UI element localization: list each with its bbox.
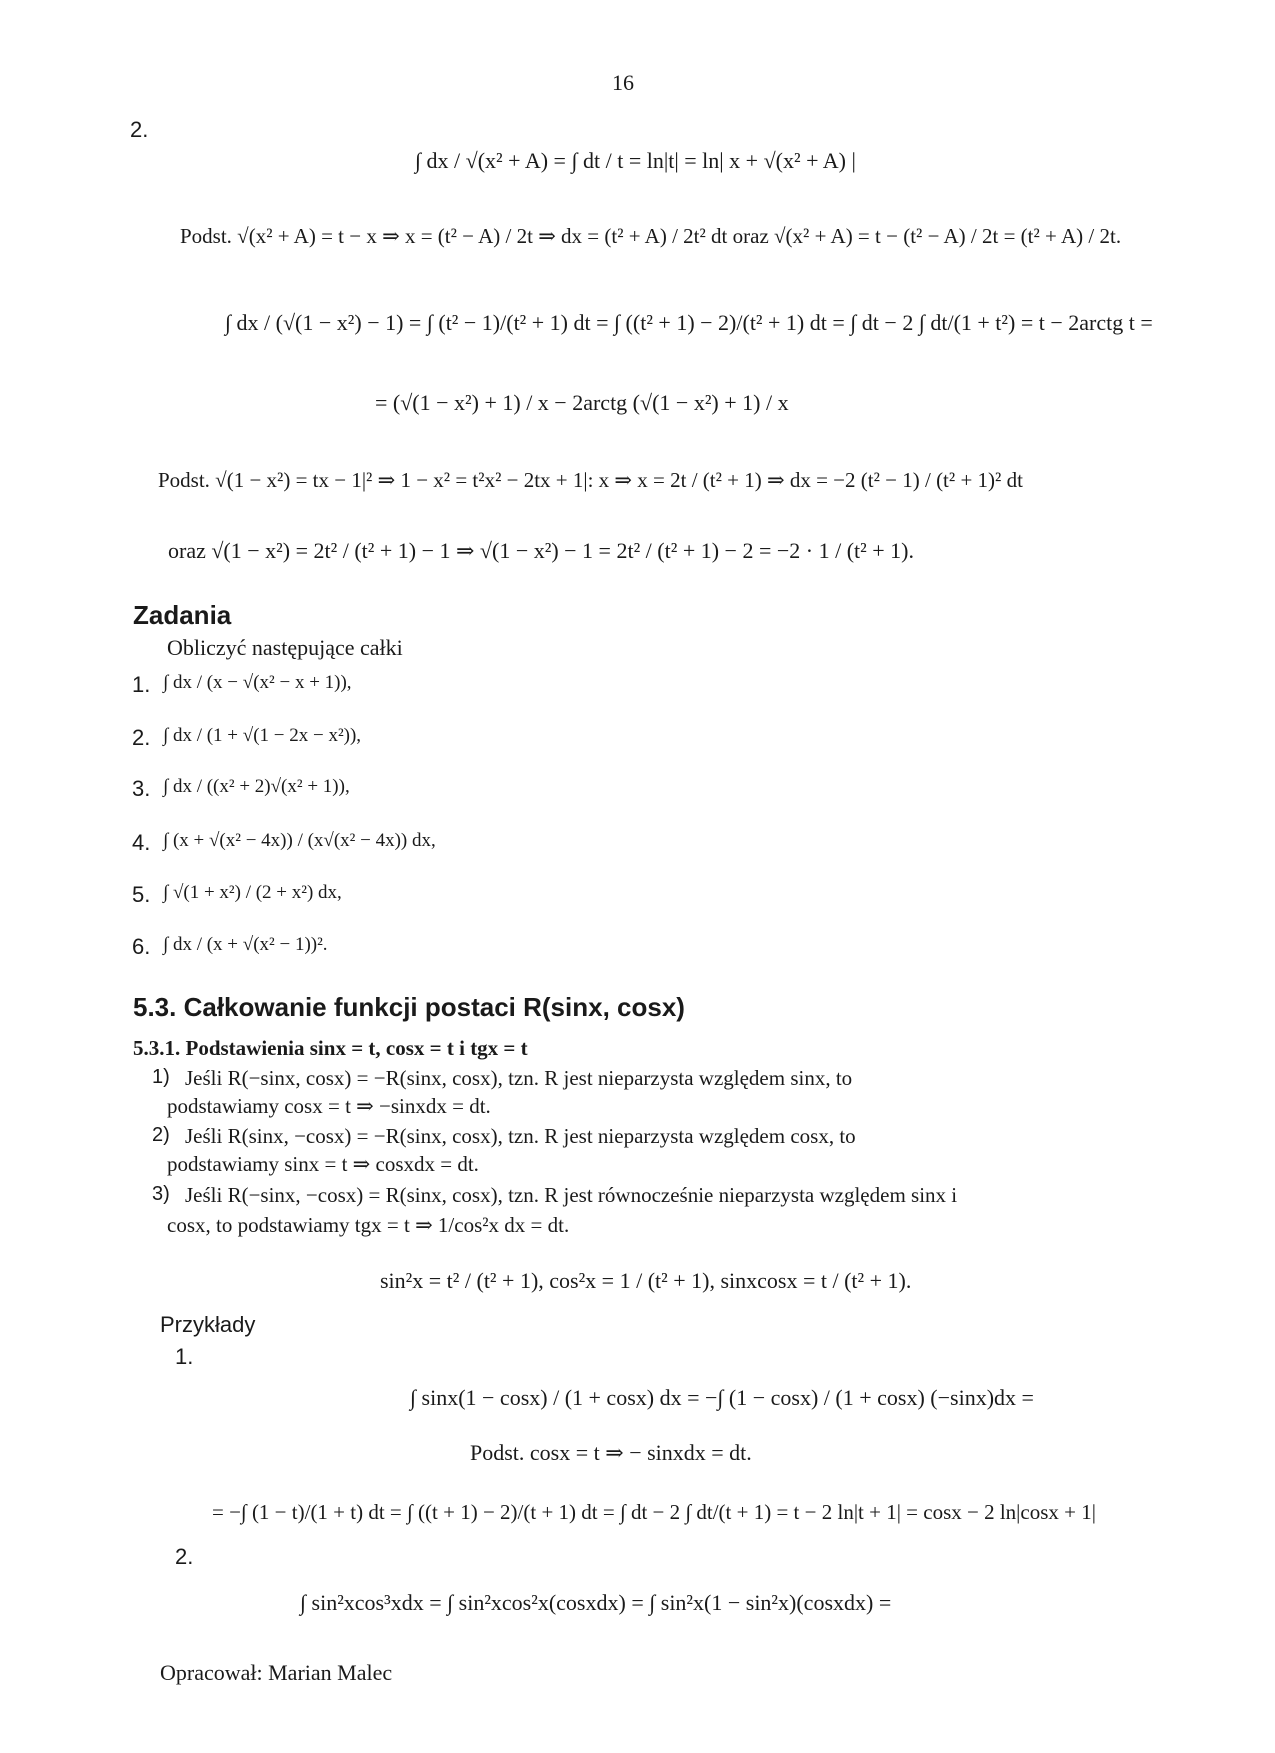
substitution-line: oraz √(1 − x²) = 2t² / (t² + 1) − 1 ⇒ √(1 − x²) − 1 = 2t² / (t² + 1) − 2 = −2 · 1 / (t² + 1). (168, 538, 914, 563)
exercise-number: 1. (132, 672, 151, 697)
formula-line: ∫ sinx(1 − cosx) / (1 + cosx) dx = −∫ (1 − cosx) / (1 + cosx) (−sinx)dx = (410, 1385, 1034, 1410)
exercise-number: 5. (132, 882, 151, 907)
example-label: 1. (175, 1344, 194, 1369)
rule-text: Jeśli R(−sinx, −cosx) = R(sinx, cosx), tzn. R jest równocześnie nieparzysta względem sinx i (185, 1183, 958, 1207)
section-heading: Przykłady (160, 1312, 256, 1337)
formula-line: = −∫ (1 − t)/(1 + t) dt = ∫ ((t + 1) − 2)/(t + 1) dt = ∫ dt − 2 ∫ dt/(t + 1) = t − 2 ln|t + 1| = cosx − 2 ln|cosx + 1| (212, 1500, 1096, 1524)
exercise-expression: ∫ dx / ((x² + 2)√(x² + 1)), (163, 776, 350, 797)
page-number: 16 (612, 70, 634, 95)
section-heading: 5.3. Całkowanie funkcji postaci R(sinx, cosx) (133, 992, 685, 1022)
rule-number: 1) (152, 1066, 170, 1088)
exercise-number: 2. (132, 725, 151, 750)
example-label: 2. (175, 1544, 194, 1569)
rule-text: podstawiamy sinx = t ⇒ cosxdx = dt. (167, 1152, 479, 1176)
section-heading: Zadania (133, 600, 232, 630)
rule-text: Jeśli R(sinx, −cosx) = −R(sinx, cosx), tzn. R jest nieparzysta względem cosx, to (185, 1124, 856, 1148)
intro-text: Obliczyć następujące całki (167, 635, 403, 660)
formula-line: = (√(1 − x²) + 1) / x − 2arctg (√(1 − x²) + 1) / x (375, 390, 789, 415)
formula-line: ∫ dx / √(x² + A) = ∫ dt / t = ln|t| = ln| x + √(x² + A) | (415, 148, 856, 173)
identities-line: sin²x = t² / (t² + 1), cos²x = 1 / (t² + 1), sinxcosx = t / (t² + 1). (380, 1268, 912, 1293)
rule-number: 2) (152, 1124, 170, 1146)
exercise-number: 4. (132, 830, 151, 855)
formula-line: ∫ sin²xcos³xdx = ∫ sin²xcos²x(cosxdx) = ∫ sin²x(1 − sin²x)(cosxdx) = (300, 1590, 892, 1615)
exercise-expression: ∫ dx / (x + √(x² − 1))². (163, 934, 328, 955)
rule-text: Jeśli R(−sinx, cosx) = −R(sinx, cosx), tzn. R jest nieparzysta względem sinx, to (185, 1066, 853, 1090)
footer-author: Opracował: Marian Malec (160, 1660, 393, 1685)
rule-text: cosx, to podstawiamy tgx = t ⇒ 1/cos²x dx = dt. (167, 1213, 570, 1237)
substitution-line: Podst. cosx = t ⇒ − sinxdx = dt. (470, 1440, 752, 1465)
rule-number: 3) (152, 1183, 170, 1205)
formula-line: ∫ dx / (√(1 − x²) − 1) = ∫ (t² − 1)/(t² + 1) dt = ∫ ((t² + 1) − 2)/(t² + 1) dt = ∫ dt − 2 ∫ dt/(1 + t²) = t − 2arctg t = (225, 310, 1153, 335)
example-label: 2. (130, 117, 149, 142)
exercise-number: 3. (132, 776, 151, 801)
rule-text: podstawiamy cosx = t ⇒ −sinxdx = dt. (167, 1094, 491, 1118)
exercise-expression: ∫ √(1 + x²) / (2 + x²) dx, (163, 882, 342, 903)
exercise-expression: ∫ dx / (x − √(x² − x + 1)), (163, 672, 352, 693)
substitution-line: Podst. √(x² + A) = t − x ⇒ x = (t² − A) / 2t ⇒ dx = (t² + A) / 2t² dt oraz √(x² + A) = t − (t² − A) / 2t = (t² + A) / 2t. (180, 224, 1122, 248)
exercise-number: 6. (132, 934, 151, 959)
exercise-expression: ∫ dx / (1 + √(1 − 2x − x²)), (163, 725, 362, 746)
subsection-heading: 5.3.1. Podstawienia sinx = t, cosx = t i tgx = t (133, 1036, 528, 1060)
exercise-expression: ∫ (x + √(x² − 4x)) / (x√(x² − 4x)) dx, (163, 830, 436, 851)
substitution-line: Podst. √(1 − x²) = tx − 1|² ⇒ 1 − x² = t²x² − 2tx + 1|: x ⇒ x = 2t / (t² + 1) ⇒ dx = −2 (t² − 1) / (t² + 1)² dt (158, 468, 1023, 492)
